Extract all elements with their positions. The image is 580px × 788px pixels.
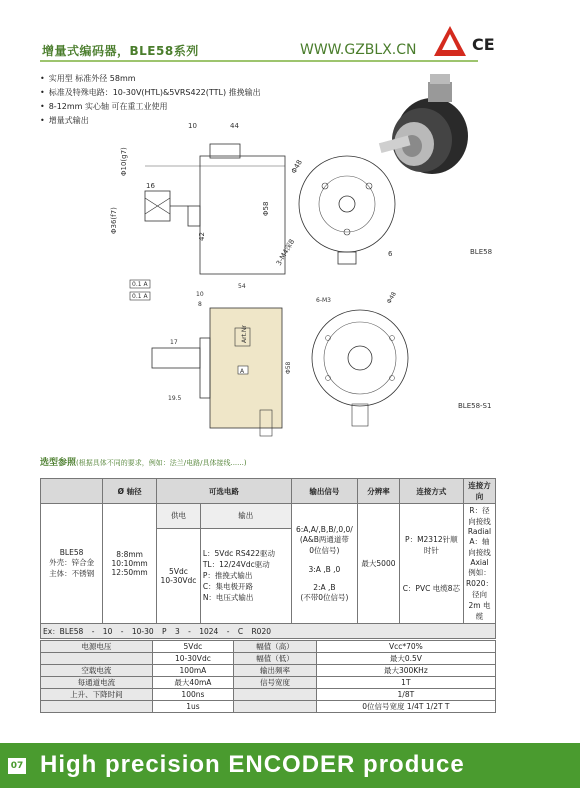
drawing-caption: BLE58-S1 — [458, 402, 492, 410]
dim-label: 8 — [198, 301, 202, 308]
feature-item: • 增量式输出 — [40, 114, 261, 128]
page-title: 增量式编码器，BLE58系列 — [42, 44, 199, 58]
dim-label: 19.5 — [168, 395, 182, 402]
dim-label: 54 — [238, 283, 246, 290]
dim-label: A — [240, 368, 245, 375]
electrical-spec-table: 电源电压 5Vdc 幅值（高） Vcc*70% 10-30Vdc 幅值（低） 最大0.5V 空载电流 100mA 输出频率 最大300KHz 每通道电流 最大40mA 信号宽度 1T 上升、下降时间 100ns 1/8T 1us 0位信号宽度 1/4T 1/2T T — [40, 640, 496, 713]
dim-label: 17 — [170, 339, 178, 346]
drawing-caption: BLE58 — [470, 248, 493, 256]
dim-label: Φ48 — [289, 158, 304, 175]
dim-label: 42 — [198, 232, 206, 241]
footer-slogan: High precision ENCODER produce — [40, 751, 465, 778]
dim-label: Φ36(f7) — [110, 207, 118, 234]
dim-label: 6-M3 — [316, 297, 331, 304]
dim-label: 0.1 A — [132, 281, 148, 288]
feature-item: • 标准及特殊电路：10-30V(HTL)&5VRS422(TTL) 推挽输出 — [40, 86, 261, 100]
dimension-drawing-bottom — [90, 278, 510, 448]
header-rule — [40, 60, 478, 62]
website-url: WWW.GZBLX.CN — [300, 42, 417, 58]
dim-label: Φ58 — [262, 201, 270, 216]
dim-label: Φ10(g7) — [120, 147, 128, 176]
feature-item: • 8-12mm 实心轴 可在重工业使用 — [40, 100, 261, 114]
dimension-drawing-top — [40, 116, 510, 276]
dim-label: 44 — [230, 122, 239, 130]
footer-banner — [0, 743, 580, 788]
dim-label: 10 — [188, 122, 197, 130]
feature-item: • 实用型 标准外径 58mm — [40, 72, 261, 86]
dim-label: 6 — [388, 250, 393, 258]
dim-label: 3-M4深8 — [274, 237, 297, 267]
ce-mark: CE — [472, 35, 495, 54]
page-number: 07 — [8, 758, 26, 774]
brand-logo — [432, 24, 495, 60]
dim-label: 10 — [196, 291, 204, 298]
dim-label: Art.Nr — [241, 325, 248, 343]
dim-label: Φ48 — [385, 290, 398, 305]
selection-guide-title: 选型参照(根据具体不同的要求，例如：法兰/电路/具体接线......) — [40, 458, 247, 468]
model-selection-table: Ø 轴径 可选电路 输出信号 分辨率 连接方式 连接方向 BLE58 外壳：锌合金 主体：不锈钢 8:8mm 10:10mm 12:50mm 供电 输出 6:A,A/,B,B/,0,0/ (A&B两通道带 0位信号) 3:A ,B ,0 2:A ,B (不带0位信号) 最大5000 P：M2312针顺时针 C：PVC 电缆8芯 R：径向接线 Radial A：轴向接线 Axial 例如： R020：径向 2m 电缆 5Vdc 10-30Vdc L：5Vdc RS422驱动 TL：12/24Vdc驱动 P：推挽式输出 C：集电极开路 N：电压式输出 Ex：BLE58 - 10 - 10-30 P 3 - 1024 - C R020 — [40, 478, 496, 639]
dim-label: 0.1 A — [132, 293, 148, 300]
dim-label: 16 — [146, 182, 155, 190]
dim-label: Φ58 — [285, 361, 292, 374]
